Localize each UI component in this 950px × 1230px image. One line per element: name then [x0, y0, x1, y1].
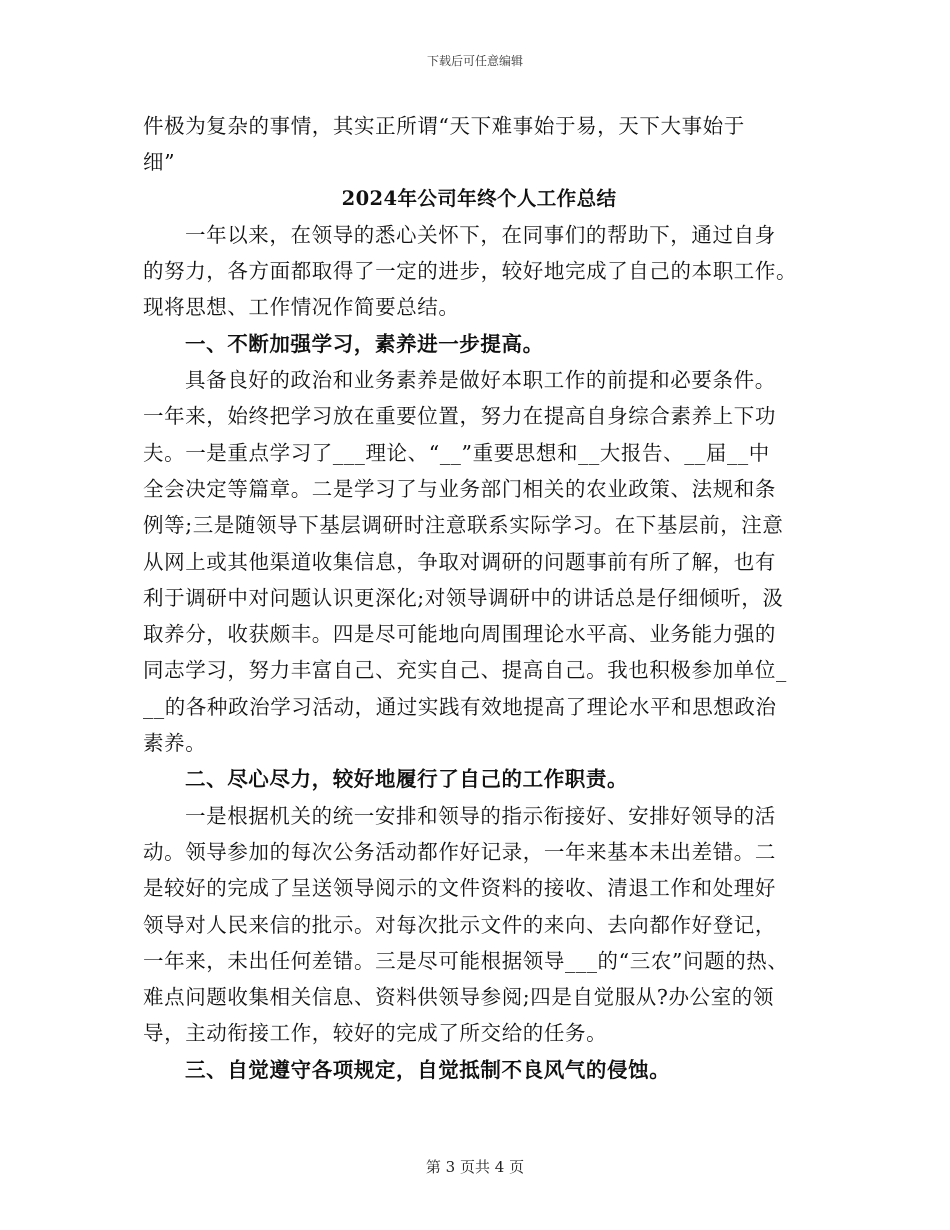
section-heading: 一、不断加强学习，素养进一步提高。	[185, 331, 544, 356]
page-header: 下载后可任意编辑	[426, 54, 523, 68]
page-footer: 第 3 页共 4 页	[425, 1158, 525, 1176]
paragraph-line: 利于调研中对问题认识更深化;对领导调研中的讲话总是仔细倾听，汲	[143, 585, 784, 610]
paragraph-line: __的各种政治学习活动，通过实践有效地提高了理论水平和思想政治	[143, 694, 777, 719]
paragraph-line: 一是根据机关的统一安排和领导的指示衔接好、安排好领导的活	[185, 803, 776, 828]
paragraph-line: 领导对人民来信的批示。对每次批示文件的来向、去向都作好登记，	[143, 912, 776, 937]
paragraph-line: 细”	[143, 150, 176, 175]
paragraph-line: 件极为复杂的事情，其实正所谓“天下难事始于易，天下大事始于	[143, 114, 745, 138]
document-body	[143, 108, 815, 1088]
section-heading: 二、尽心尽力，较好地履行了自己的工作职责。	[185, 767, 629, 792]
paragraph-line: 导，主动衔接工作，较好的完成了所交给的任务。	[143, 1021, 608, 1046]
paragraph-line: 动。领导参加的每次公务活动都作好记录，一年来基本未出差错。二	[143, 839, 776, 864]
paragraph-line: 素养。	[143, 731, 207, 756]
paragraph-line: 取养分，收获颇丰。四是尽可能地向周围理论水平高、业务能力强的	[143, 622, 776, 647]
paragraph-line: 夫。一是重点学习了___理论、“__”重要思想和__大报告、__届__中	[143, 440, 770, 465]
paragraph-line: 例等;三是随领导下基层调研时注意联系实际学习。在下基层前，注意	[143, 513, 784, 538]
paragraph-line: 的努力，各方面都取得了一定的进步，较好地完成了自己的本职工作。	[143, 259, 798, 284]
paragraph-line: 一年以来，在领导的悉心关怀下，在同事们的帮助下，通过自身	[185, 222, 776, 247]
paragraph-line: 具备良好的政治和业务素养是做好本职工作的前提和必要条件。	[185, 368, 776, 393]
paragraph-line: 同志学习，努力丰富自己、充实自己、提高自己。我也积极参加单位_	[143, 658, 787, 683]
paragraph-line: 难点问题收集相关信息、资料供领导参阅;四是自觉服从?办公室的领	[143, 985, 774, 1010]
paragraph-line: 现将思想、工作情况作简要总结。	[143, 295, 460, 320]
paragraph-line: 是较好的完成了呈送领导阅示的文件资料的接收、清退工作和处理好	[143, 876, 776, 901]
paragraph-line: 全会决定等篇章。二是学习了与业务部门相关的农业政策、法规和条	[143, 476, 776, 501]
paragraph-line: 从网上或其他渠道收集信息，争取对调研的问题事前有所了解，也有	[143, 549, 776, 574]
section-heading: 三、自觉遵守各项规定，自觉抵制不良风气的侵蚀。	[185, 1057, 671, 1082]
paragraph-line: 一年来，始终把学习放在重要位置，努力在提高自身综合素养上下功	[143, 404, 776, 429]
paragraph-line: 一年来，未出任何差错。三是尽可能根据领导___的“三农”问题的热、	[143, 948, 789, 973]
document-title: 2024年公司年终个人工作总结	[341, 186, 617, 210]
